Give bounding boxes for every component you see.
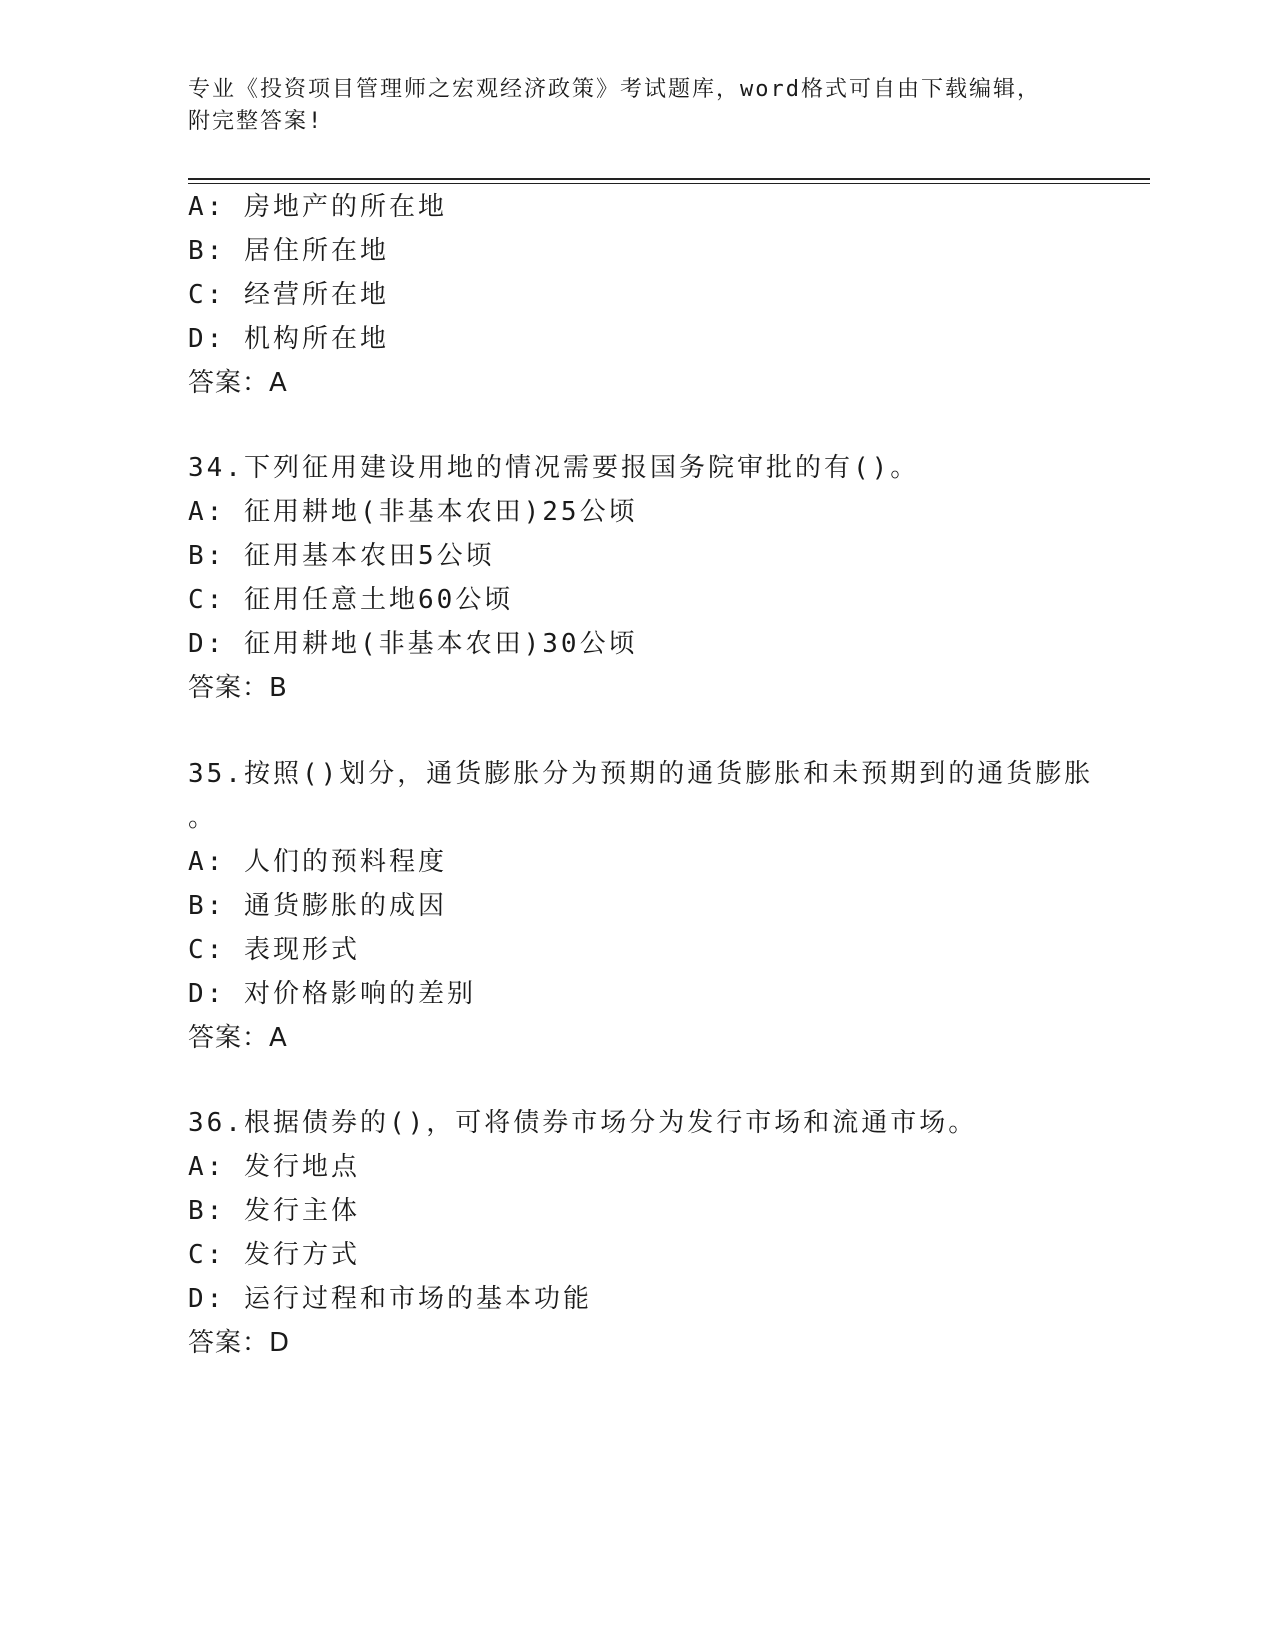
question-35-option-a: A: 人们的预料程度 xyxy=(188,847,447,877)
question-35-answer: 答案：A xyxy=(188,1023,288,1053)
question-34-answer: 答案：B xyxy=(188,673,288,703)
header-line-2: 附完整答案! xyxy=(188,109,324,134)
question-35-option-b: B: 通货膨胀的成因 xyxy=(188,891,447,921)
header-rule-thin xyxy=(188,183,1150,184)
question-36-option-c: C: 发行方式 xyxy=(188,1240,360,1270)
prev-option-c: C: 经营所在地 xyxy=(188,280,389,310)
question-34-option-c: C: 征用任意土地60公顷 xyxy=(188,585,514,615)
header-rule-thick xyxy=(188,178,1150,180)
prev-option-a: A: 房地产的所在地 xyxy=(188,192,447,222)
question-35-option-c: C: 表现形式 xyxy=(188,935,360,965)
document-header xyxy=(188,74,1088,138)
header-line-1: 专业《投资项目管理师之宏观经济政策》考试题库，word格式可自由下载编辑， xyxy=(188,77,1041,102)
question-36-stem: 36.根据债券的()，可将债券市场分为发行市场和流通市场。 xyxy=(188,1108,978,1138)
question-34-option-a: A: 征用耕地(非基本农田)25公顷 xyxy=(188,497,638,527)
question-34-stem: 34.下列征用建设用地的情况需要报国务院审批的有()。 xyxy=(188,453,920,483)
question-34-option-b: B: 征用基本农田5公顷 xyxy=(188,541,495,571)
prev-answer: 答案：A xyxy=(188,368,288,398)
question-35-option-d: D: 对价格影响的差别 xyxy=(188,979,476,1009)
question-36-answer: 答案：D xyxy=(188,1328,291,1358)
question-36-option-a: A: 发行地点 xyxy=(188,1152,360,1182)
question-35-stem-continued: 。 xyxy=(188,803,218,833)
prev-option-b: B: 居住所在地 xyxy=(188,236,389,266)
question-36-option-b: B: 发行主体 xyxy=(188,1196,360,1226)
question-34-option-d: D: 征用耕地(非基本农田)30公顷 xyxy=(188,629,638,659)
question-36-option-d: D: 运行过程和市场的基本功能 xyxy=(188,1284,592,1314)
question-35-stem: 35.按照()划分，通货膨胀分为预期的通货膨胀和未预期到的通货膨胀 xyxy=(188,759,1094,789)
prev-option-d: D: 机构所在地 xyxy=(188,324,389,354)
